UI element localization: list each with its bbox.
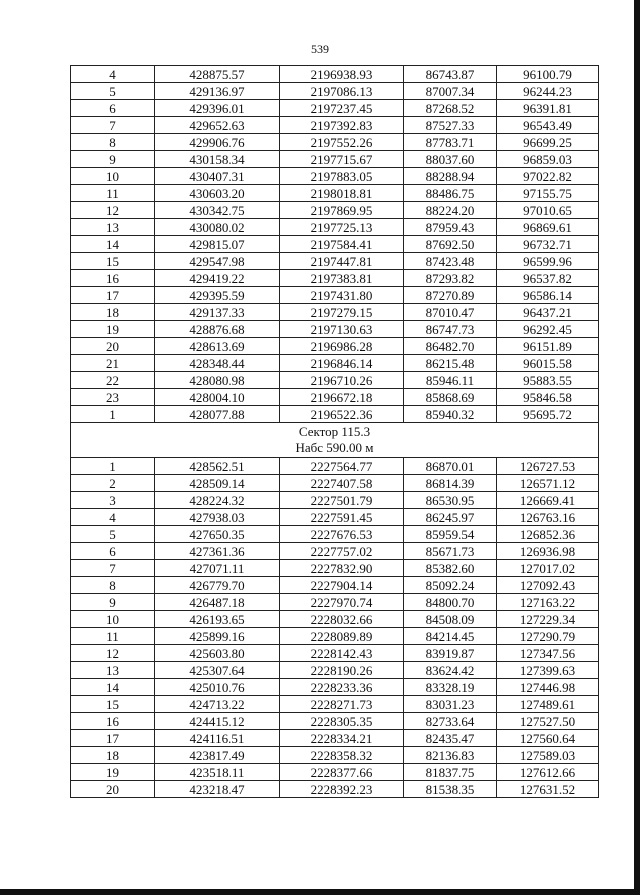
- table-row: [71, 526, 599, 543]
- coord-x-cell: 423218.47: [155, 781, 280, 798]
- coord-local-y-cell: 127017.02: [497, 560, 599, 577]
- coord-local-y-cell: 127347.56: [497, 645, 599, 662]
- coord-x-cell: 425307.64: [155, 662, 280, 679]
- coord-local-x-cell: 84800.70: [404, 594, 497, 611]
- coord-x-cell: 428348.44: [155, 355, 280, 372]
- section-cell: [71, 423, 599, 458]
- coord-x-cell: 423817.49: [155, 747, 280, 764]
- table-row: [71, 475, 599, 492]
- coord-x-cell: 426487.18: [155, 594, 280, 611]
- table-row: [71, 764, 599, 781]
- table-row: [71, 389, 599, 406]
- table-row: [71, 458, 599, 475]
- point-number-cell: 16: [71, 270, 155, 287]
- coord-local-x-cell: 85671.73: [404, 543, 497, 560]
- point-number-cell: 7: [71, 560, 155, 577]
- coord-local-x-cell: 83031.23: [404, 696, 497, 713]
- coord-local-x-cell: 84508.09: [404, 611, 497, 628]
- coord-local-y-cell: 96732.71: [497, 236, 599, 253]
- coord-x-cell: 427938.03: [155, 509, 280, 526]
- coord-local-x-cell: 87692.50: [404, 236, 497, 253]
- coord-local-x-cell: 86743.87: [404, 66, 497, 83]
- table-row: [71, 492, 599, 509]
- coord-x-cell: 426193.65: [155, 611, 280, 628]
- coord-y-cell: 2197392.83: [280, 117, 404, 134]
- coord-local-y-cell: 127489.61: [497, 696, 599, 713]
- coord-y-cell: 2227676.53: [280, 526, 404, 543]
- point-number-cell: 20: [71, 781, 155, 798]
- point-number-cell: 17: [71, 730, 155, 747]
- coord-y-cell: 2228334.21: [280, 730, 404, 747]
- coord-x-cell: 425603.80: [155, 645, 280, 662]
- section-title: Сектор 115.3: [298, 424, 371, 439]
- coordinates-block-2: [71, 458, 599, 798]
- coord-y-cell: 2197447.81: [280, 253, 404, 270]
- coord-y-cell: 2197883.05: [280, 168, 404, 185]
- coord-y-cell: 2197279.15: [280, 304, 404, 321]
- coord-x-cell: 428077.88: [155, 406, 280, 423]
- coord-local-y-cell: 127446.98: [497, 679, 599, 696]
- coord-x-cell: 427071.11: [155, 560, 280, 577]
- coord-x-cell: 424415.12: [155, 713, 280, 730]
- coord-local-y-cell: 126763.16: [497, 509, 599, 526]
- table-row: [71, 134, 599, 151]
- coord-local-x-cell: 88486.75: [404, 185, 497, 202]
- coord-x-cell: 428613.69: [155, 338, 280, 355]
- coord-local-x-cell: 83328.19: [404, 679, 497, 696]
- coord-x-cell: 429395.59: [155, 287, 280, 304]
- coord-y-cell: 2228142.43: [280, 645, 404, 662]
- point-number-cell: 12: [71, 202, 155, 219]
- table-row: [71, 253, 599, 270]
- coord-local-y-cell: 126936.98: [497, 543, 599, 560]
- coord-local-y-cell: 96699.25: [497, 134, 599, 151]
- point-number-cell: 4: [71, 66, 155, 83]
- coord-y-cell: 2228271.73: [280, 696, 404, 713]
- section-header: [71, 423, 599, 458]
- table-row: [71, 219, 599, 236]
- table-row: [71, 645, 599, 662]
- coord-local-x-cell: 83624.42: [404, 662, 497, 679]
- coordinates-table: [70, 65, 599, 798]
- point-number-cell: 10: [71, 611, 155, 628]
- table-row: [71, 509, 599, 526]
- coord-local-y-cell: 127290.79: [497, 628, 599, 645]
- coord-local-y-cell: 127589.03: [497, 747, 599, 764]
- table-row: [71, 66, 599, 83]
- point-number-cell: 4: [71, 509, 155, 526]
- coord-y-cell: 2196986.28: [280, 338, 404, 355]
- coord-local-y-cell: 126669.41: [497, 492, 599, 509]
- coord-local-y-cell: 96599.96: [497, 253, 599, 270]
- coordinates-block-1: [71, 66, 599, 423]
- coord-local-x-cell: 86530.95: [404, 492, 497, 509]
- coord-local-y-cell: 96869.61: [497, 219, 599, 236]
- coord-local-y-cell: 127560.64: [497, 730, 599, 747]
- table-row: [71, 372, 599, 389]
- coord-local-x-cell: 87268.52: [404, 100, 497, 117]
- table-row: [71, 304, 599, 321]
- point-number-cell: 13: [71, 219, 155, 236]
- point-number-cell: 19: [71, 321, 155, 338]
- point-number-cell: 5: [71, 526, 155, 543]
- coord-y-cell: 2196710.26: [280, 372, 404, 389]
- coord-y-cell: 2228233.36: [280, 679, 404, 696]
- coord-local-x-cell: 82733.64: [404, 713, 497, 730]
- coord-local-x-cell: 83919.87: [404, 645, 497, 662]
- table-row: [71, 338, 599, 355]
- point-number-cell: 13: [71, 662, 155, 679]
- coord-local-x-cell: 88224.20: [404, 202, 497, 219]
- coord-y-cell: 2227407.58: [280, 475, 404, 492]
- point-number-cell: 3: [71, 492, 155, 509]
- coord-local-y-cell: 127399.63: [497, 662, 599, 679]
- section-row: [71, 423, 599, 458]
- coord-x-cell: 427650.35: [155, 526, 280, 543]
- coord-x-cell: 425899.16: [155, 628, 280, 645]
- coord-local-y-cell: 127229.34: [497, 611, 599, 628]
- coord-y-cell: 2197130.63: [280, 321, 404, 338]
- coord-y-cell: 2197584.41: [280, 236, 404, 253]
- coord-x-cell: 424713.22: [155, 696, 280, 713]
- coord-y-cell: 2196522.36: [280, 406, 404, 423]
- coord-y-cell: 2197725.13: [280, 219, 404, 236]
- point-number-cell: 19: [71, 764, 155, 781]
- coord-x-cell: 428080.98: [155, 372, 280, 389]
- table-row: [71, 321, 599, 338]
- coord-local-x-cell: 86814.39: [404, 475, 497, 492]
- coord-local-x-cell: 87007.34: [404, 83, 497, 100]
- coord-y-cell: 2197431.80: [280, 287, 404, 304]
- coord-x-cell: 429906.76: [155, 134, 280, 151]
- coord-local-y-cell: 96015.58: [497, 355, 599, 372]
- coord-local-y-cell: 97010.65: [497, 202, 599, 219]
- table-row: [71, 236, 599, 253]
- table-row: [71, 287, 599, 304]
- coord-local-y-cell: 96437.21: [497, 304, 599, 321]
- coord-local-x-cell: 87423.48: [404, 253, 497, 270]
- table-row: [71, 696, 599, 713]
- coord-local-y-cell: 95695.72: [497, 406, 599, 423]
- point-number-cell: 8: [71, 134, 155, 151]
- point-number-cell: 11: [71, 185, 155, 202]
- point-number-cell: 1: [71, 406, 155, 423]
- point-number-cell: 7: [71, 117, 155, 134]
- coord-y-cell: 2197237.45: [280, 100, 404, 117]
- coord-x-cell: 430080.02: [155, 219, 280, 236]
- table-row: [71, 355, 599, 372]
- coord-y-cell: 2197552.26: [280, 134, 404, 151]
- table-row: [71, 611, 599, 628]
- coord-x-cell: 429547.98: [155, 253, 280, 270]
- coord-y-cell: 2227757.02: [280, 543, 404, 560]
- coord-local-y-cell: 96586.14: [497, 287, 599, 304]
- coord-x-cell: 429652.63: [155, 117, 280, 134]
- coord-y-cell: 2196672.18: [280, 389, 404, 406]
- table-row: [71, 168, 599, 185]
- table-row: [71, 100, 599, 117]
- point-number-cell: 17: [71, 287, 155, 304]
- point-number-cell: 2: [71, 475, 155, 492]
- coord-local-x-cell: 87010.47: [404, 304, 497, 321]
- coord-local-y-cell: 97155.75: [497, 185, 599, 202]
- point-number-cell: 6: [71, 543, 155, 560]
- table-row: [71, 543, 599, 560]
- point-number-cell: 8: [71, 577, 155, 594]
- table-row: [71, 83, 599, 100]
- coord-local-x-cell: 87959.43: [404, 219, 497, 236]
- coord-local-x-cell: 86245.97: [404, 509, 497, 526]
- coord-x-cell: 425010.76: [155, 679, 280, 696]
- coord-x-cell: 428876.68: [155, 321, 280, 338]
- coord-local-y-cell: 96151.89: [497, 338, 599, 355]
- coord-local-y-cell: 97022.82: [497, 168, 599, 185]
- point-number-cell: 15: [71, 696, 155, 713]
- point-number-cell: 6: [71, 100, 155, 117]
- point-number-cell: 9: [71, 594, 155, 611]
- table-row: [71, 594, 599, 611]
- coord-local-y-cell: 96244.23: [497, 83, 599, 100]
- point-number-cell: 10: [71, 168, 155, 185]
- point-number-cell: 14: [71, 679, 155, 696]
- coord-local-y-cell: 127631.52: [497, 781, 599, 798]
- point-number-cell: 22: [71, 372, 155, 389]
- point-number-cell: 23: [71, 389, 155, 406]
- coord-local-y-cell: 127527.50: [497, 713, 599, 730]
- point-number-cell: 20: [71, 338, 155, 355]
- coord-y-cell: 2196938.93: [280, 66, 404, 83]
- coord-local-y-cell: 95846.58: [497, 389, 599, 406]
- table-row: [71, 577, 599, 594]
- section-height: Набс 590.00 м: [295, 440, 374, 455]
- coord-local-y-cell: 96292.45: [497, 321, 599, 338]
- coord-local-x-cell: 82136.83: [404, 747, 497, 764]
- coord-local-x-cell: 88037.60: [404, 151, 497, 168]
- coord-local-x-cell: 87783.71: [404, 134, 497, 151]
- coord-y-cell: 2197869.95: [280, 202, 404, 219]
- coord-x-cell: 429136.97: [155, 83, 280, 100]
- coord-local-x-cell: 87270.89: [404, 287, 497, 304]
- table-row: [71, 406, 599, 423]
- coord-local-y-cell: 127612.66: [497, 764, 599, 781]
- coord-local-x-cell: 85868.69: [404, 389, 497, 406]
- coord-local-x-cell: 84214.45: [404, 628, 497, 645]
- coord-local-y-cell: 96391.81: [497, 100, 599, 117]
- coord-local-x-cell: 88288.94: [404, 168, 497, 185]
- coord-y-cell: 2228377.66: [280, 764, 404, 781]
- coord-local-y-cell: 127163.22: [497, 594, 599, 611]
- coord-x-cell: 424116.51: [155, 730, 280, 747]
- coord-y-cell: 2227591.45: [280, 509, 404, 526]
- coord-y-cell: 2197383.81: [280, 270, 404, 287]
- coord-y-cell: 2228032.66: [280, 611, 404, 628]
- coord-x-cell: 429815.07: [155, 236, 280, 253]
- coord-local-x-cell: 85946.11: [404, 372, 497, 389]
- coord-x-cell: 428562.51: [155, 458, 280, 475]
- point-number-cell: 14: [71, 236, 155, 253]
- coord-y-cell: 2196846.14: [280, 355, 404, 372]
- coord-local-x-cell: 81538.35: [404, 781, 497, 798]
- coord-x-cell: 429137.33: [155, 304, 280, 321]
- coord-x-cell: 428509.14: [155, 475, 280, 492]
- point-number-cell: 16: [71, 713, 155, 730]
- table-row: [71, 117, 599, 134]
- coord-local-x-cell: 85940.32: [404, 406, 497, 423]
- table-row: [71, 151, 599, 168]
- coord-x-cell: 429396.01: [155, 100, 280, 117]
- coord-y-cell: 2227904.14: [280, 577, 404, 594]
- coord-local-y-cell: 96543.49: [497, 117, 599, 134]
- coord-x-cell: 426779.70: [155, 577, 280, 594]
- coord-local-x-cell: 85092.24: [404, 577, 497, 594]
- coord-local-x-cell: 82435.47: [404, 730, 497, 747]
- point-number-cell: 18: [71, 747, 155, 764]
- coord-y-cell: 2227501.79: [280, 492, 404, 509]
- coord-y-cell: 2228358.32: [280, 747, 404, 764]
- coord-x-cell: 427361.36: [155, 543, 280, 560]
- coord-x-cell: 430407.31: [155, 168, 280, 185]
- coord-x-cell: 423518.11: [155, 764, 280, 781]
- coord-local-x-cell: 86747.73: [404, 321, 497, 338]
- coord-local-y-cell: 96100.79: [497, 66, 599, 83]
- coord-local-y-cell: 126852.36: [497, 526, 599, 543]
- coord-local-y-cell: 126727.53: [497, 458, 599, 475]
- coord-local-x-cell: 86215.48: [404, 355, 497, 372]
- coord-y-cell: 2227970.74: [280, 594, 404, 611]
- table-row: [71, 662, 599, 679]
- coord-local-x-cell: 87293.82: [404, 270, 497, 287]
- coord-y-cell: 2197086.13: [280, 83, 404, 100]
- table-row: [71, 185, 599, 202]
- coord-y-cell: 2227564.77: [280, 458, 404, 475]
- coord-y-cell: 2228392.23: [280, 781, 404, 798]
- coord-y-cell: 2228305.35: [280, 713, 404, 730]
- coord-x-cell: 430158.34: [155, 151, 280, 168]
- coord-x-cell: 428224.32: [155, 492, 280, 509]
- coord-x-cell: 430603.20: [155, 185, 280, 202]
- table-row: [71, 679, 599, 696]
- coord-y-cell: 2228190.26: [280, 662, 404, 679]
- coord-x-cell: 429419.22: [155, 270, 280, 287]
- table-row: [71, 781, 599, 798]
- table-row: [71, 730, 599, 747]
- point-number-cell: 15: [71, 253, 155, 270]
- point-number-cell: 12: [71, 645, 155, 662]
- coord-x-cell: 430342.75: [155, 202, 280, 219]
- coord-local-y-cell: 96537.82: [497, 270, 599, 287]
- coord-y-cell: 2227832.90: [280, 560, 404, 577]
- point-number-cell: 11: [71, 628, 155, 645]
- table-row: [71, 713, 599, 730]
- coord-local-y-cell: 95883.55: [497, 372, 599, 389]
- page-number: 539: [311, 42, 329, 56]
- coord-local-x-cell: 86870.01: [404, 458, 497, 475]
- coord-y-cell: 2228089.89: [280, 628, 404, 645]
- coord-x-cell: 428875.57: [155, 66, 280, 83]
- coord-y-cell: 2197715.67: [280, 151, 404, 168]
- coord-local-y-cell: 126571.12: [497, 475, 599, 492]
- point-number-cell: 18: [71, 304, 155, 321]
- coord-y-cell: 2198018.81: [280, 185, 404, 202]
- coord-local-y-cell: 96859.03: [497, 151, 599, 168]
- point-number-cell: 5: [71, 83, 155, 100]
- coord-x-cell: 428004.10: [155, 389, 280, 406]
- coord-local-x-cell: 87527.33: [404, 117, 497, 134]
- table-row: [71, 270, 599, 287]
- coord-local-y-cell: 127092.43: [497, 577, 599, 594]
- coord-local-x-cell: 81837.75: [404, 764, 497, 781]
- point-number-cell: 21: [71, 355, 155, 372]
- point-number-cell: 1: [71, 458, 155, 475]
- coord-local-x-cell: 85382.60: [404, 560, 497, 577]
- table-row: [71, 628, 599, 645]
- coord-local-x-cell: 85959.54: [404, 526, 497, 543]
- coord-local-x-cell: 86482.70: [404, 338, 497, 355]
- table-row: [71, 747, 599, 764]
- table-row: [71, 560, 599, 577]
- point-number-cell: 9: [71, 151, 155, 168]
- table-row: [71, 202, 599, 219]
